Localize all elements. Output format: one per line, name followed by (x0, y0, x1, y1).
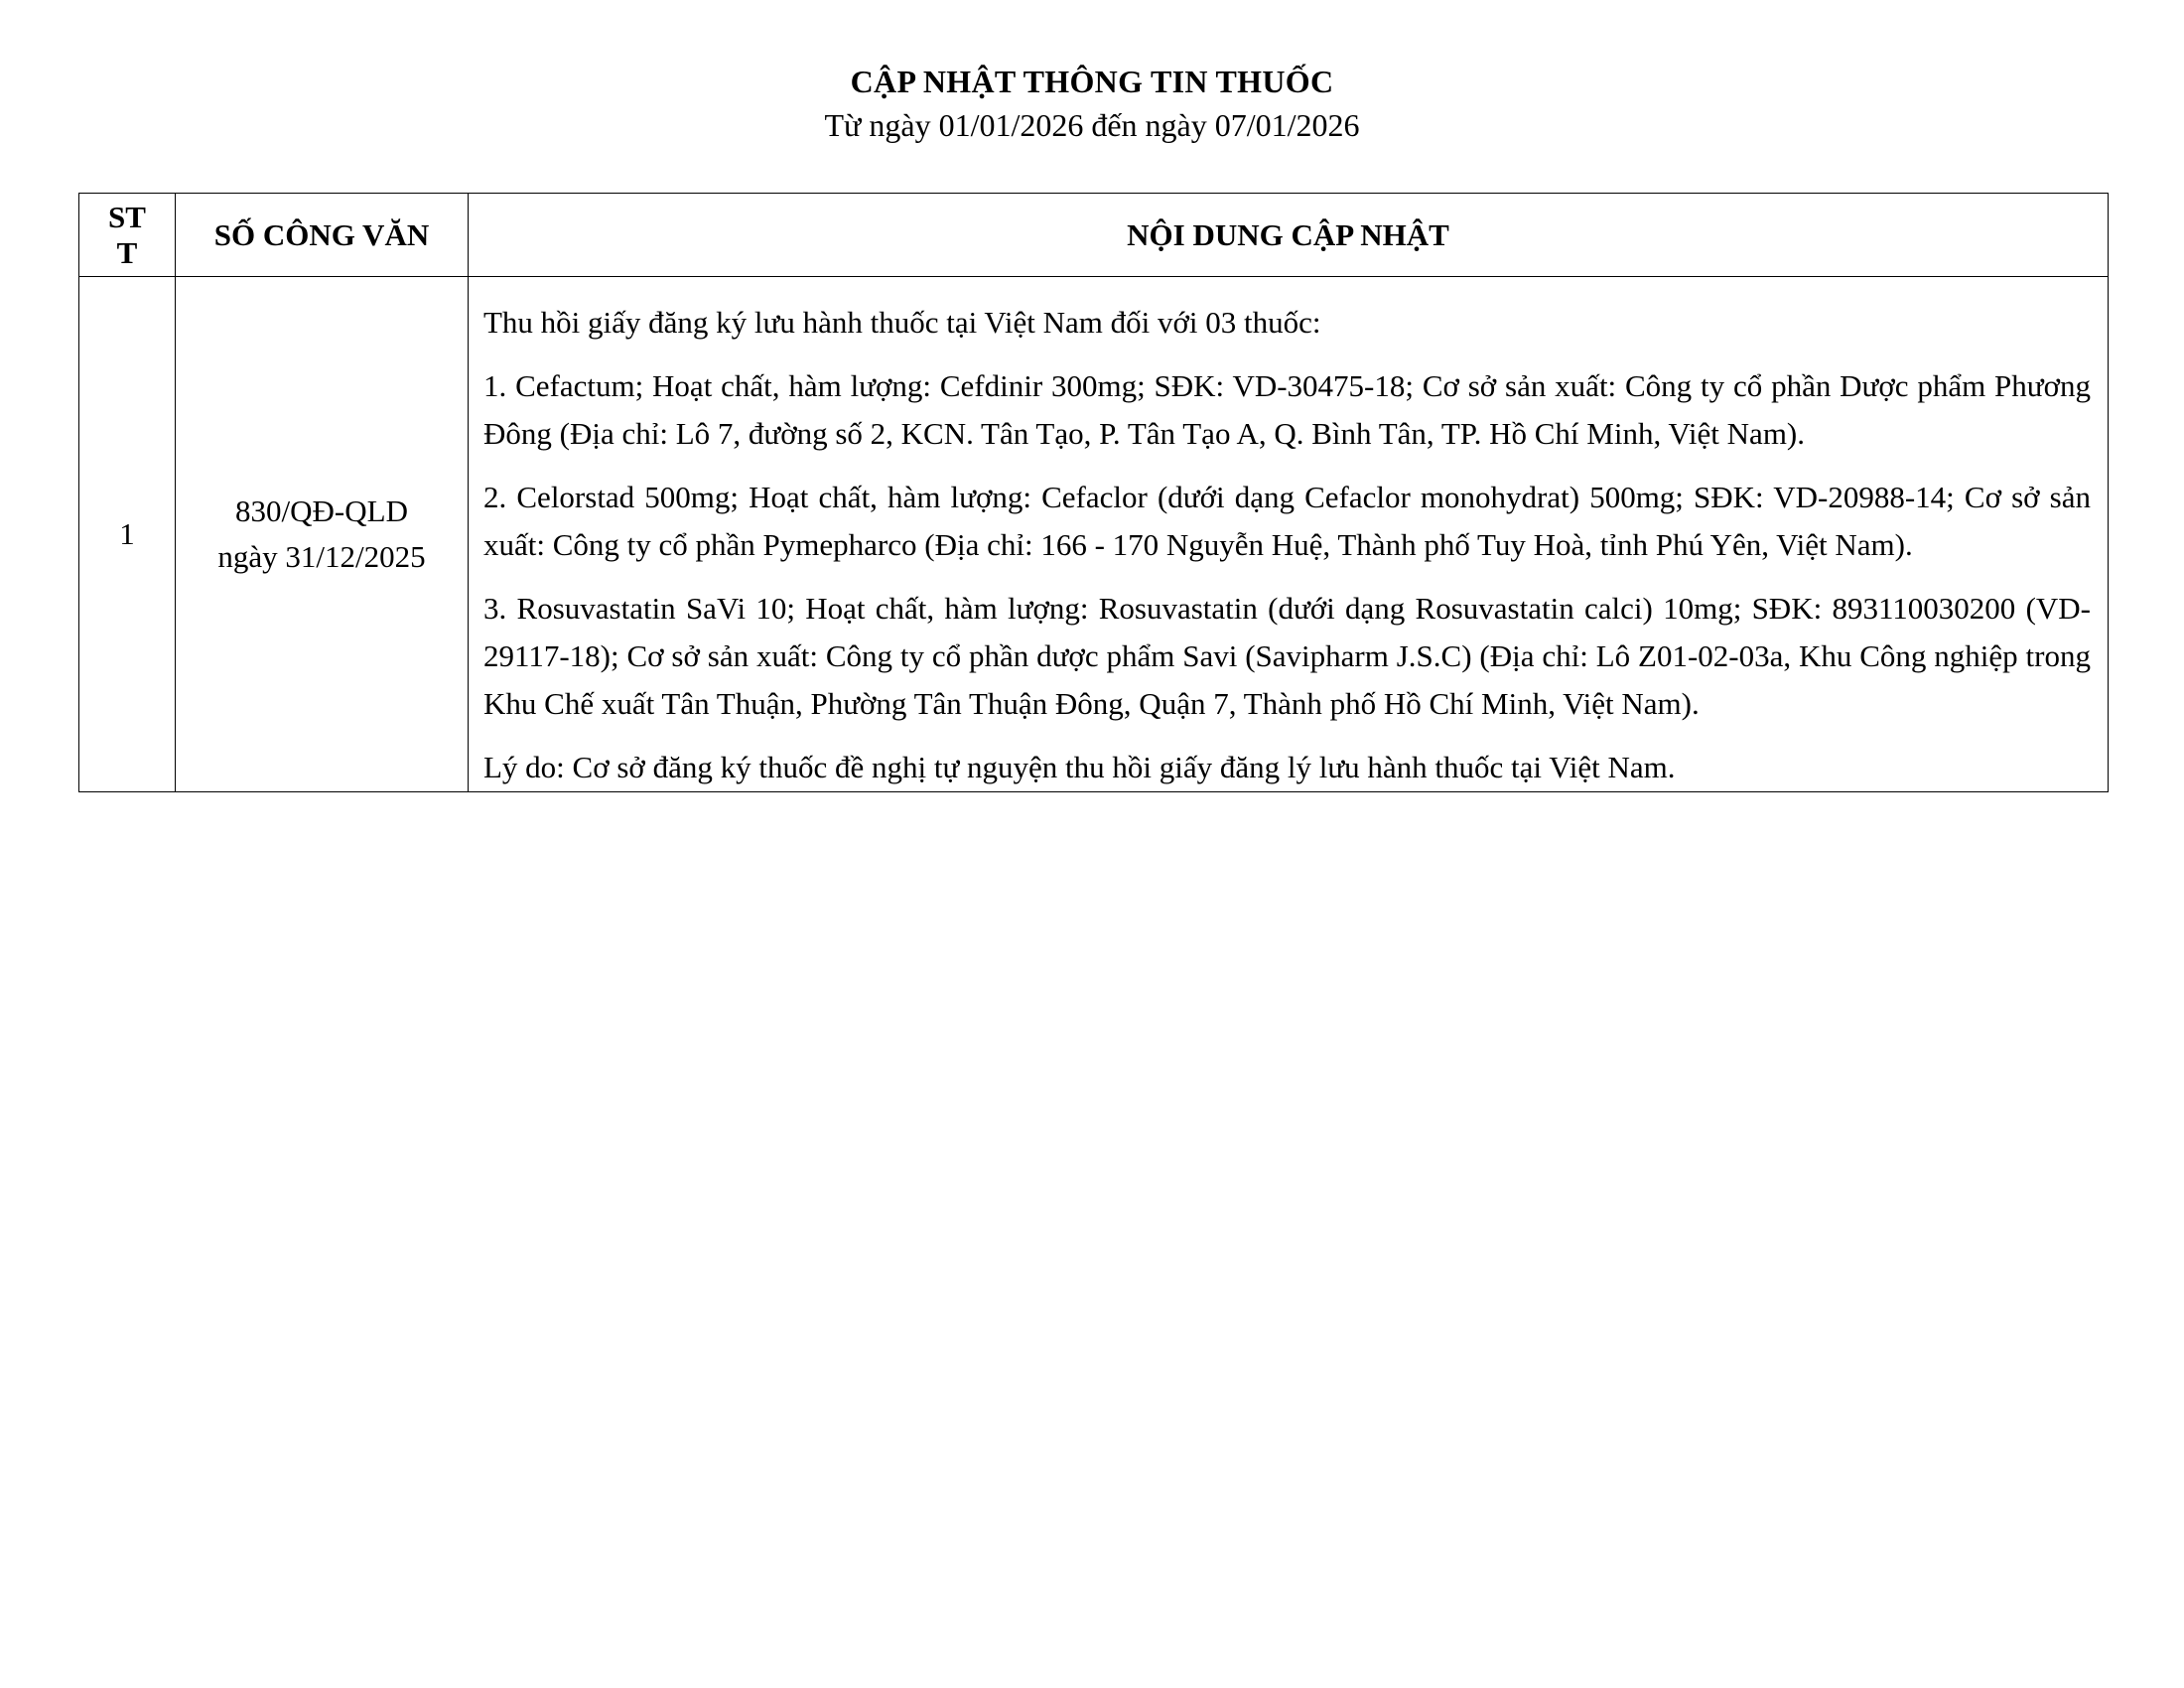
content-intro: Thu hồi giấy đăng ký lưu hành thuốc tại Việt Nam đối với 03 thuốc: (483, 305, 1321, 340)
column-header-so-cong-van: SỐ CÔNG VĂN (176, 194, 469, 277)
drug-item-rosuvastatin: 3. Rosuvastatin SaVi 10; Hoạt chất, hàm lượng: Rosuvastatin (dưới dạng Rosuvastatin calci) 10mg; SĐK: 893110030200 (VD-29117-18); Cơ sở sản xuất: Công ty cổ phần dược phẩm Savi (Savipharm J.S.C) (Địa chỉ: Lô Z01-02-03a, Khu Công nghiệp trong Khu Chế xuất Tân Thuận, Phường Tân Thuận Đông, Quận 7, Thành phố Hồ Chí Minh, Việt Nam). (483, 591, 2091, 721)
content-reason: Lý do: Cơ sở đăng ký thuốc đề nghị tự nguyện thu hồi giấy đăng lý lưu hành thuốc tại Việt Nam. (483, 750, 1676, 784)
row-so-cong-van (176, 277, 469, 792)
row-stt: 1 (79, 277, 176, 792)
decision-number: 830/QĐ-QLD (235, 493, 408, 528)
document-title: CẬP NHẬT THÔNG TIN THUỐC (850, 64, 1334, 99)
drug-item-cefactum: 1. Cefactum; Hoạt chất, hàm lượng: Cefdinir 300mg; SĐK: VD-30475-18; Cơ sở sản xuất: Công ty cổ phần Dược phẩm Phương Đông (Địa chỉ: Lô 7, đường số 2, KCN. Tân Tạo, P. Tân Tạo A, Q. Bình Tân, TP. Hồ Chí Minh, Việt Nam). (483, 368, 2091, 451)
column-header-noi-dung: NỘI DUNG CẬP NHẬT (469, 194, 2109, 277)
column-header-stt: ST T (79, 194, 176, 277)
row-noi-dung (469, 277, 2109, 792)
drug-item-celorstad: 2. Celorstad 500mg; Hoạt chất, hàm lượng: Cefaclor (dưới dạng Cefaclor monohydrat) 500mg; SĐK: VD-20988-14; Cơ sở sản xuất: Công ty cổ phần Pymepharco (Địa chỉ: 166 - 170 Nguyễn Huệ, Thành phố Tuy Hoà, tỉnh Phú Yên, Việt Nam). (483, 480, 2091, 562)
document-date-range: Từ ngày 01/01/2026 đến ngày 07/01/2026 (824, 107, 1360, 143)
table-row (79, 277, 2109, 792)
decision-date: ngày 31/12/2025 (217, 539, 426, 574)
drug-update-table (78, 193, 2109, 792)
table-header-row (79, 194, 2109, 277)
